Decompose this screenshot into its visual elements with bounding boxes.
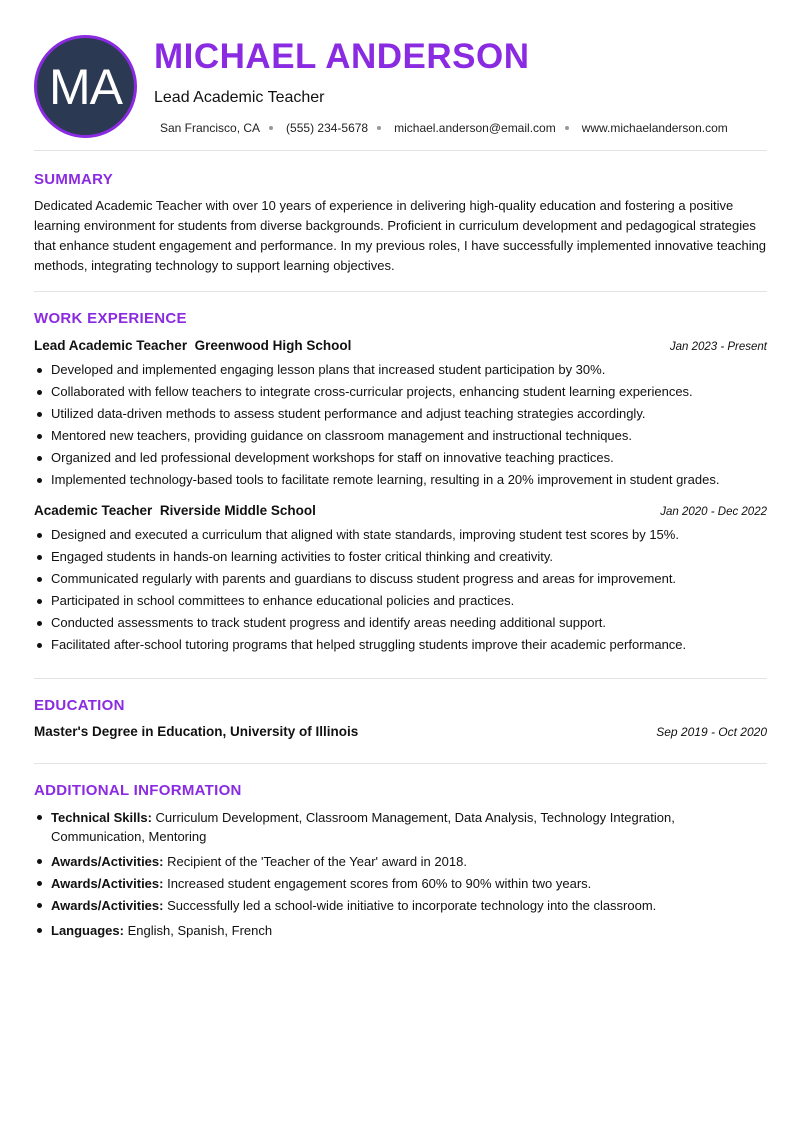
job-entry	[34, 338, 767, 491]
item-label: Technical Skills:	[51, 810, 152, 825]
summary-section	[34, 151, 767, 291]
job-company: Greenwood High School	[194, 338, 352, 353]
list-item: Mentored new teachers, providing guidance on classroom management and instructional techniques.	[34, 425, 767, 447]
job-bullets	[34, 359, 767, 491]
education-date: Sep 2019 - Oct 2020	[656, 725, 767, 739]
list-item: Communicated regularly with parents and guardians to discuss student progress and areas for improvement.	[34, 568, 767, 590]
separator-dot-icon	[269, 126, 273, 130]
work-experience-section	[34, 292, 767, 678]
separator-dot-icon	[377, 126, 381, 130]
contact-website[interactable]: www.michaelanderson.com	[581, 121, 728, 135]
list-item	[34, 808, 724, 846]
list-item: Conducted assessments to track student progress and identify areas needing additional support.	[34, 612, 767, 634]
item-text: Curriculum Development, Classroom Management, Data Analysis, Technology Integration, Communication, Mentoring	[51, 810, 675, 844]
job-header	[34, 503, 767, 518]
item-label: Awards/Activities:	[51, 854, 164, 869]
candidate-title: Lead Academic Teacher	[154, 89, 325, 106]
list-item	[34, 896, 724, 915]
additional-info-heading: ADDITIONAL INFORMATION	[34, 782, 242, 799]
avatar	[34, 35, 137, 138]
education-heading: EDUCATION	[34, 697, 125, 714]
item-label: Awards/Activities:	[51, 876, 164, 891]
education-entry	[34, 724, 767, 739]
education-degree: Master's Degree in Education, University of Illinois	[34, 724, 359, 739]
item-text: English, Spanish, French	[127, 923, 273, 938]
item-text: Successfully led a school-wide initiative to incorporate technology into the classroom.	[167, 898, 657, 913]
work-experience-heading: WORK EXPERIENCE	[34, 310, 187, 327]
job-role-company	[34, 338, 351, 353]
list-item: Participated in school committees to enhance educational policies and practices.	[34, 590, 767, 612]
item-label: Awards/Activities:	[51, 898, 164, 913]
job-header	[34, 338, 767, 353]
job-date: Jan 2020 - Dec 2022	[660, 506, 767, 518]
job-entry	[34, 503, 767, 656]
job-role: Academic Teacher	[34, 503, 153, 518]
item-text: Increased student engagement scores from 60% to 90% within two years.	[167, 876, 592, 891]
contact-phone: (555) 234-5678	[286, 121, 369, 135]
resume-header	[34, 0, 767, 150]
job-company: Riverside Middle School	[159, 503, 316, 518]
additional-info-list	[34, 808, 767, 940]
list-item: Designed and executed a curriculum that aligned with state standards, improving student test scores by 15%.	[34, 524, 767, 546]
list-item: Implemented technology-based tools to facilitate remote learning, resulting in a 20% improvement in student grades.	[34, 469, 767, 491]
list-item	[34, 921, 724, 940]
summary-heading: SUMMARY	[34, 171, 114, 188]
list-item	[34, 874, 724, 893]
additional-info-section	[34, 764, 767, 940]
contact-info	[160, 121, 728, 135]
education-section	[34, 679, 767, 763]
job-role-company	[34, 503, 316, 518]
separator-dot-icon	[565, 126, 569, 130]
job-date: Jan 2023 - Present	[669, 341, 767, 353]
avatar-initials: MA	[49, 58, 122, 115]
contact-email[interactable]: michael.anderson@email.com	[394, 121, 556, 135]
list-item: Developed and implemented engaging lesson plans that increased student participation by 30%.	[34, 359, 767, 381]
item-text: Recipient of the 'Teacher of the Year' award in 2018.	[167, 854, 467, 869]
list-item: Organized and led professional development workshops for staff on innovative teaching practices.	[34, 447, 767, 469]
list-item: Engaged students in hands-on learning activities to foster critical thinking and creativity.	[34, 546, 767, 568]
candidate-name: MICHAEL ANDERSON	[154, 37, 530, 76]
list-item: Collaborated with fellow teachers to integrate cross-curricular projects, enhancing student learning experiences.	[34, 381, 767, 403]
job-bullets	[34, 524, 767, 656]
item-label: Languages:	[51, 923, 124, 938]
list-item: Utilized data-driven methods to assess student performance and adjust teaching strategies accordingly.	[34, 403, 767, 425]
job-role: Lead Academic Teacher	[34, 338, 188, 353]
list-item	[34, 852, 724, 871]
contact-location: San Francisco, CA	[160, 121, 261, 135]
summary-text: Dedicated Academic Teacher with over 10 years of experience in delivering high-quality education and fostering a positive learning environment for students from diverse backgrounds. Proficient in curriculum development and pedagogical strategies that enhance student engagement and performance. In my previous roles, I have successfully implemented innovative teaching methods, integrating technology to support learning objectives.	[34, 198, 767, 273]
list-item: Facilitated after-school tutoring programs that helped struggling students improve their academic performance.	[34, 634, 767, 656]
